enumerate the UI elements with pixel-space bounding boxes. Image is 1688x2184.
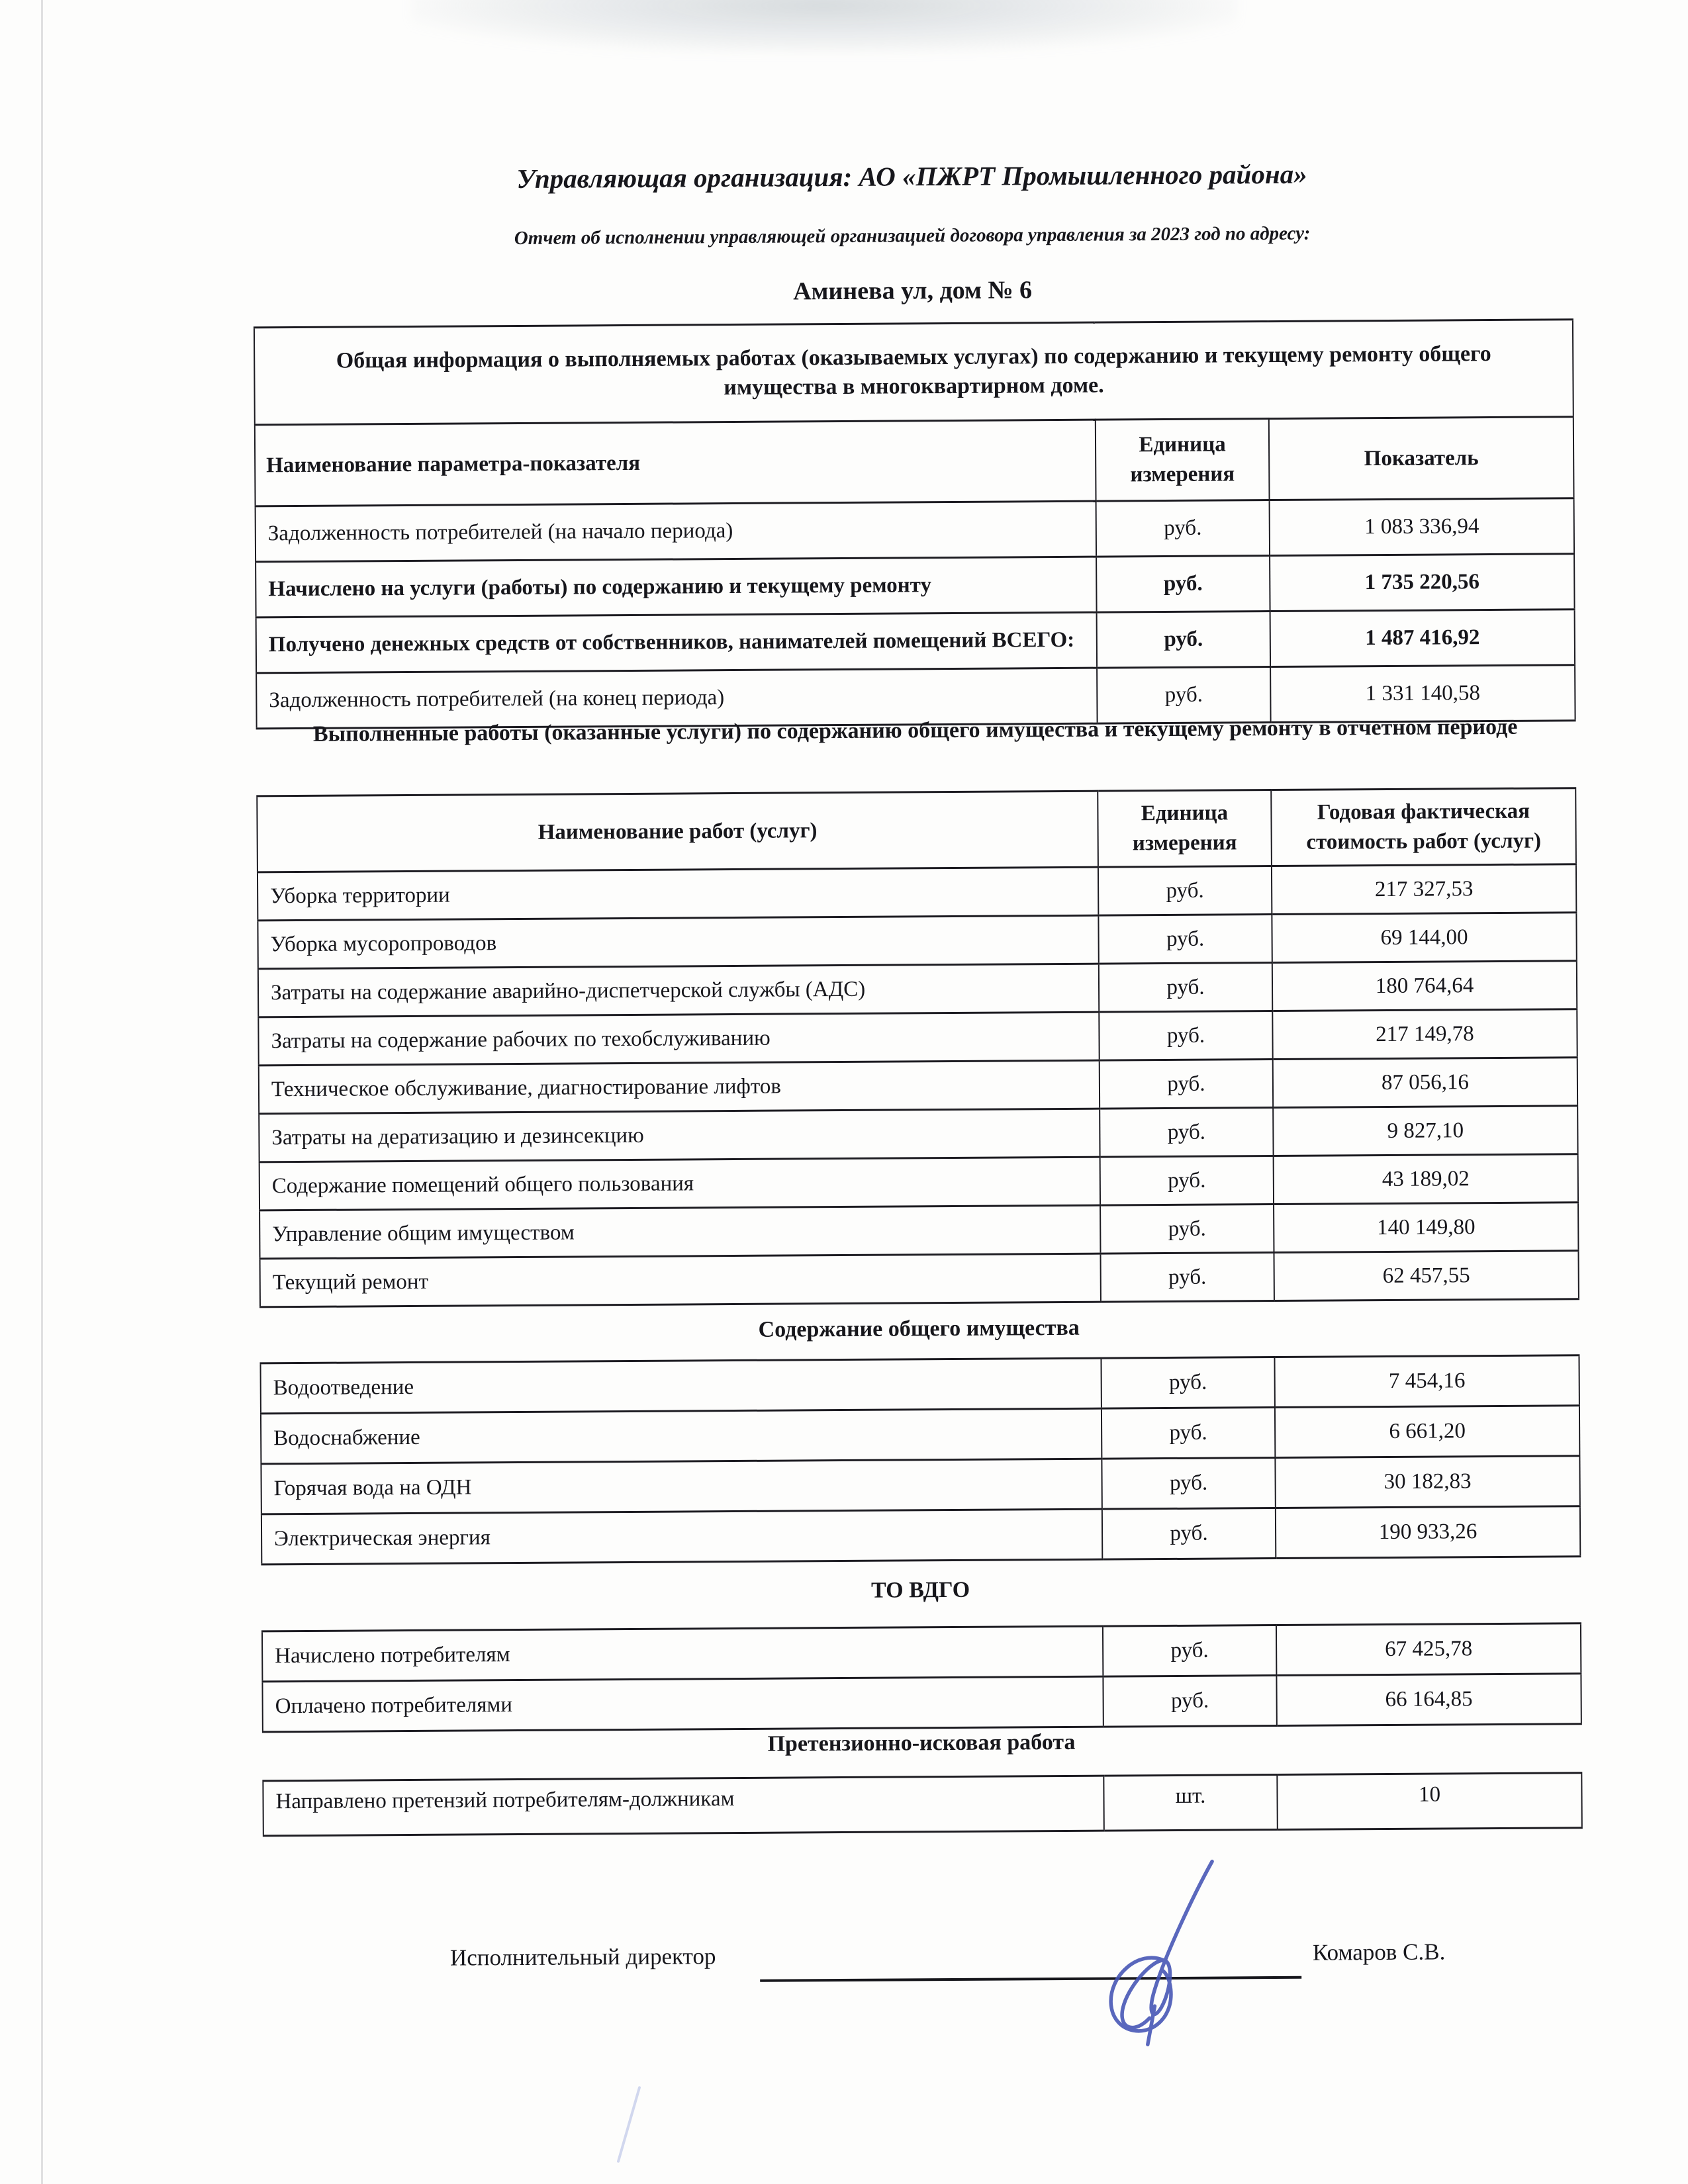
row-unit: руб. xyxy=(1100,1108,1273,1158)
row-label: Содержание помещений общего пользования xyxy=(259,1157,1100,1210)
table-row xyxy=(258,913,1576,969)
claims-table xyxy=(262,1772,1582,1837)
table-row xyxy=(260,1355,1579,1414)
row-label: Задолженность потребителей (на начало периода) xyxy=(256,501,1096,562)
row-unit: руб. xyxy=(1097,667,1271,724)
row-label: Оплачено потребителями xyxy=(262,1676,1103,1732)
report-subtitle: Отчет об исполнении управляющей организацией договора управления за 2023 год по адресу: xyxy=(514,222,1311,250)
row-value: 217 327,53 xyxy=(1272,864,1576,915)
row-value: 1 735 220,56 xyxy=(1270,554,1575,612)
column-header-name: Наименование параметра-показателя xyxy=(255,420,1096,506)
row-unit: руб. xyxy=(1103,1676,1276,1727)
table-row xyxy=(260,1251,1579,1307)
row-value: 140 149,80 xyxy=(1274,1203,1578,1253)
row-label: Затраты на содержание рабочих по техобслуживанию xyxy=(258,1012,1099,1066)
row-unit: руб. xyxy=(1099,1011,1272,1061)
row-value: 190 933,26 xyxy=(1276,1506,1580,1559)
works-section-title: Выполненные работы (оказанные услуги) по содержанию общего имущества и текущему ремонту в отчетном периоде xyxy=(312,714,1518,747)
row-value: 67 425,78 xyxy=(1276,1623,1581,1676)
row-label: Техническое обслуживание, диагностирование лифтов xyxy=(259,1060,1100,1114)
vdgo-section-title: ТО ВДГО xyxy=(870,1577,970,1603)
row-label: Уборка территории xyxy=(258,867,1098,921)
table-row xyxy=(261,1506,1580,1565)
table-caption-row xyxy=(254,320,1573,425)
table-row xyxy=(259,1058,1577,1114)
handwritten-signature xyxy=(1082,1856,1236,2048)
table-row xyxy=(256,610,1575,673)
row-unit: руб. xyxy=(1100,1253,1274,1302)
table-row xyxy=(262,1674,1581,1732)
signature-role-label: Исполнительный директор xyxy=(449,1943,716,1971)
table-row xyxy=(261,1456,1579,1514)
row-label: Начислено потребителям xyxy=(262,1626,1103,1682)
row-unit: шт. xyxy=(1103,1775,1278,1831)
row-value: 7 454,16 xyxy=(1274,1355,1579,1408)
row-label: Затраты на дератизацию и дезинсекцию xyxy=(259,1109,1100,1162)
signature-name: Комаров С.В. xyxy=(1312,1938,1446,1966)
row-value: 1 487 416,92 xyxy=(1270,610,1575,667)
table-row xyxy=(259,1154,1578,1210)
row-label: Горячая вода на ОДН xyxy=(261,1459,1102,1514)
maintenance-section-title: Содержание общего имущества xyxy=(758,1315,1080,1342)
row-value: 10 xyxy=(1277,1773,1581,1830)
row-unit: руб. xyxy=(1102,1408,1275,1459)
row-label: Начислено на услуги (работы) по содержанию и текущему ремонту xyxy=(256,557,1096,617)
row-value: 62 457,55 xyxy=(1274,1251,1578,1301)
table-row xyxy=(262,1623,1581,1682)
column-header-unit: Единица измерения xyxy=(1098,790,1272,868)
claims-section-title: Претензионно-исковая работа xyxy=(767,1729,1076,1756)
row-label: Получено денежных средств от собственников, нанимателей помещений ВСЕГО: xyxy=(256,612,1097,673)
row-value: 1 331 140,58 xyxy=(1270,665,1575,723)
row-value: 6 661,20 xyxy=(1275,1406,1579,1458)
row-unit: руб. xyxy=(1099,963,1272,1013)
column-header-name: Наименование работ (услуг) xyxy=(257,791,1098,872)
row-value: 1 083 336,94 xyxy=(1270,498,1575,556)
row-value: 217 149,78 xyxy=(1272,1009,1577,1060)
vdgo-table xyxy=(261,1622,1582,1733)
general-info-table xyxy=(254,318,1576,729)
row-unit: руб. xyxy=(1100,1205,1274,1254)
column-header-unit: Единица измерения xyxy=(1096,419,1270,502)
table-header-row xyxy=(255,417,1574,506)
row-value: 43 189,02 xyxy=(1274,1154,1578,1205)
row-unit: руб. xyxy=(1100,1060,1273,1109)
row-label: Водоснабжение xyxy=(261,1408,1102,1464)
row-unit: руб. xyxy=(1096,500,1270,557)
table-row xyxy=(261,1406,1579,1464)
row-value: 69 144,00 xyxy=(1272,913,1576,963)
row-value: 30 182,83 xyxy=(1275,1456,1579,1508)
row-value: 66 164,85 xyxy=(1276,1674,1581,1726)
row-unit: руб. xyxy=(1098,915,1272,964)
org-title: Управляющая организация: АО «ПЖРТ Промышленного района» xyxy=(516,158,1307,194)
row-unit: руб. xyxy=(1101,1357,1274,1409)
row-label: Управление общим имуществом xyxy=(259,1205,1100,1259)
row-label: Водоотведение xyxy=(260,1358,1101,1414)
row-unit: руб. xyxy=(1102,1458,1275,1510)
row-value: 9 827,10 xyxy=(1273,1106,1577,1156)
row-unit: руб. xyxy=(1100,1156,1274,1206)
row-label: Затраты на содержание аварийно-диспетчерской службы (АДС) xyxy=(258,964,1099,1017)
row-unit: руб. xyxy=(1102,1508,1276,1560)
row-unit: руб. xyxy=(1103,1625,1276,1677)
row-unit: руб. xyxy=(1096,556,1270,613)
works-table xyxy=(256,787,1579,1308)
row-label: Электрическая энергия xyxy=(261,1509,1102,1565)
row-value: 180 764,64 xyxy=(1272,961,1577,1011)
table-caption: Общая информация о выполняемых работах (оказываемых услугах) по содержанию и текущему ремонту общего имущества в многоквартирном доме. xyxy=(254,320,1573,425)
table-row xyxy=(263,1773,1581,1836)
table-row xyxy=(258,961,1577,1017)
table-row xyxy=(256,554,1574,617)
column-header-value: Показатель xyxy=(1269,417,1574,500)
row-label: Уборка мусоропроводов xyxy=(258,915,1098,969)
column-header-value: Годовая фактическая стоимость работ (услуг) xyxy=(1271,788,1576,866)
address-line: Аминева ул, дом № 6 xyxy=(792,276,1033,306)
row-unit: руб. xyxy=(1098,866,1272,916)
row-value: 87 056,16 xyxy=(1273,1058,1577,1108)
table-row xyxy=(258,1009,1577,1066)
row-unit: руб. xyxy=(1097,612,1271,668)
row-label: Текущий ремонт xyxy=(260,1253,1101,1307)
maintenance-table xyxy=(259,1354,1581,1565)
table-header-row xyxy=(257,788,1576,872)
table-row xyxy=(259,1203,1578,1259)
row-label: Направлено претензий потребителям-должникам xyxy=(263,1776,1103,1836)
table-row xyxy=(256,498,1574,562)
table-row xyxy=(258,864,1576,921)
row-label: Задолженность потребителей (на конец периода) xyxy=(256,668,1097,729)
table-row xyxy=(259,1106,1577,1162)
